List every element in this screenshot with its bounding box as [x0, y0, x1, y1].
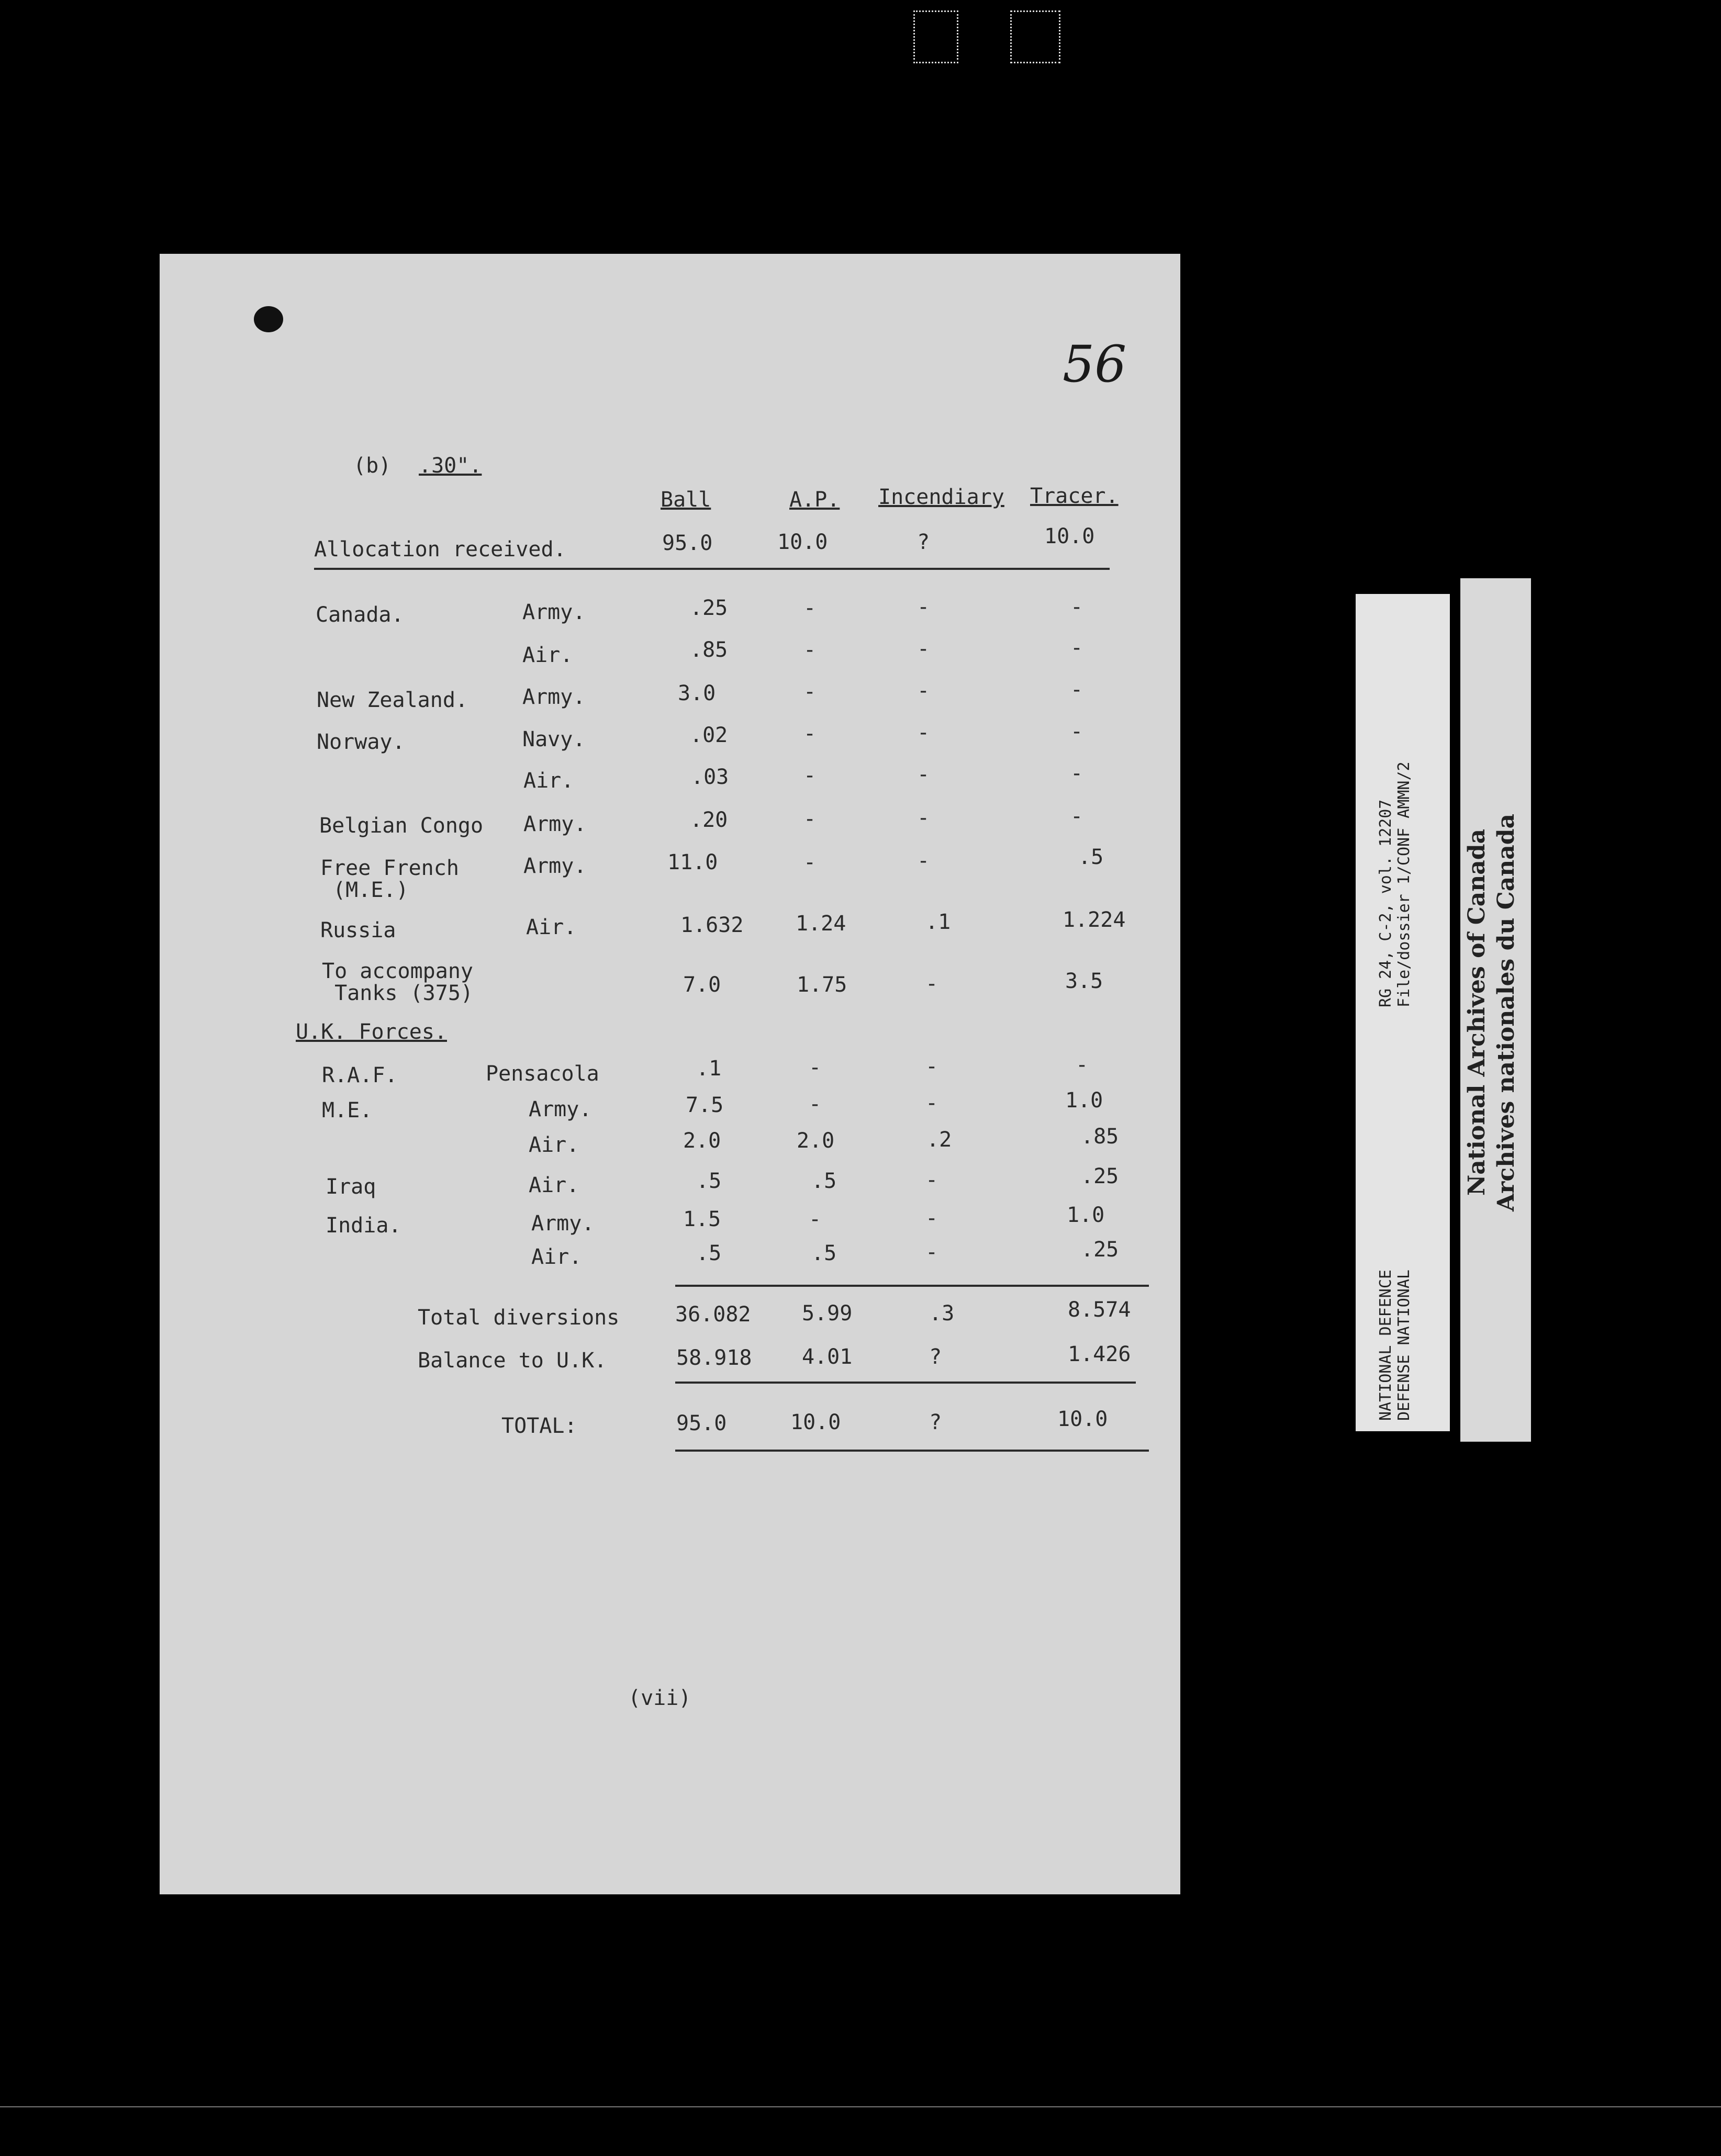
total-diversions-ap: 5.99: [802, 1301, 853, 1326]
balance-incendiary: ?: [929, 1345, 942, 1369]
row-ball: .25: [690, 596, 728, 620]
row-service: Navy.: [522, 727, 586, 751]
section-label: (b): [353, 454, 392, 478]
dept-line1: NATIONAL DEFENCE: [1377, 1270, 1395, 1421]
allocation-tracer: 10.0: [1044, 524, 1095, 548]
row-ball: 7.0: [683, 973, 721, 997]
row-incendiary: .1: [925, 910, 951, 934]
row-country: Free French (M.E.): [320, 856, 459, 902]
row-tracer: -: [1070, 804, 1083, 828]
row-ball: 3.0: [678, 681, 716, 705]
row-tracer: 1.224: [1063, 908, 1126, 932]
uk-row-tracer: .85: [1081, 1125, 1119, 1149]
total-diversions-tracer: 8.574: [1068, 1298, 1131, 1322]
uk-row-incendiary: -: [925, 1206, 938, 1230]
balance-tracer: 1.426: [1068, 1342, 1131, 1366]
uk-row-incendiary: -: [925, 1091, 938, 1115]
row-ap: -: [803, 596, 817, 620]
uk-row-ball: .5: [696, 1169, 722, 1193]
allocation-incendiary: ?: [917, 530, 930, 554]
row-incendiary: -: [917, 762, 930, 787]
uk-row-service: Army.: [529, 1097, 592, 1121]
row-tracer: 3.5: [1065, 969, 1103, 993]
allocation-ball: 95.0: [662, 531, 713, 555]
row-tracer: -: [1070, 636, 1083, 660]
uk-row-ball: 7.5: [686, 1093, 724, 1117]
balance-label: Balance to U.K.: [418, 1349, 607, 1373]
calibre-label: .30".: [419, 454, 482, 478]
scanner-edge: [0, 2106, 1721, 2107]
row-service: Army.: [523, 854, 587, 878]
uk-row-tracer: 1.0: [1067, 1203, 1105, 1227]
grand-total-ball: 95.0: [676, 1411, 727, 1435]
uk-row-ap: .5: [811, 1169, 837, 1193]
uk-row-ap: -: [809, 1207, 822, 1231]
row-ball: .85: [690, 638, 728, 662]
row-incendiary: -: [917, 849, 930, 873]
row-incendiary: -: [917, 679, 930, 703]
reference-line1: RG 24, C-2, vol. 12207: [1377, 799, 1395, 1007]
row-tracer: -: [1070, 720, 1083, 744]
row-country: Canada.: [316, 603, 404, 627]
uk-row-ap: .5: [811, 1241, 837, 1265]
film-frame-mark-left: [913, 10, 958, 63]
uk-row-tracer: .25: [1081, 1164, 1119, 1188]
page-number: (vii): [628, 1686, 691, 1710]
archives-name-tab: [1460, 578, 1531, 1442]
col-header-ball: Ball: [661, 488, 711, 512]
uk-row-ap: -: [809, 1092, 822, 1116]
row-ap: -: [803, 680, 817, 704]
film-frame-mark-right: [1010, 10, 1060, 63]
uk-row-country: M.E.: [322, 1098, 373, 1122]
grand-total-ap: 10.0: [790, 1410, 841, 1434]
uk-row-service: Pensacola: [486, 1062, 599, 1086]
row-tracer: -: [1070, 595, 1083, 619]
total-diversions-incendiary: .3: [929, 1301, 955, 1326]
uk-row-ball: 2.0: [683, 1129, 721, 1153]
uk-forces-heading: U.K. Forces.: [296, 1020, 447, 1044]
dept-line2: DEFENSE NATIONAL: [1395, 1270, 1413, 1421]
row-service: Army.: [522, 600, 586, 624]
row-incendiary: -: [917, 637, 930, 661]
row-ap: -: [803, 722, 817, 746]
row-tracer: .5: [1078, 845, 1104, 869]
grand-total-incendiary: ?: [929, 1410, 942, 1434]
balance-rule: [675, 1382, 1136, 1384]
totals-rule: [675, 1285, 1149, 1287]
balance-ap: 4.01: [802, 1345, 853, 1369]
row-incendiary: -: [917, 806, 930, 830]
row-ap: -: [803, 763, 817, 788]
row-ball: .02: [690, 723, 728, 747]
row-ball: 1.632: [680, 913, 744, 937]
row-service: Army.: [523, 812, 587, 836]
uk-row-incendiary: -: [925, 1168, 938, 1192]
punch-hole: [254, 306, 283, 332]
grand-total-label: TOTAL:: [501, 1414, 577, 1438]
uk-row-service: Air.: [529, 1173, 579, 1197]
row-ball: 11.0: [667, 850, 718, 874]
row-service: Air.: [523, 769, 574, 793]
row-country: Russia: [320, 918, 396, 942]
grand-total-tracer: 10.0: [1057, 1407, 1108, 1431]
grand-total-rule: [675, 1450, 1149, 1452]
row-ap: -: [803, 850, 817, 874]
uk-row-country: R.A.F.: [322, 1063, 398, 1087]
uk-row-service: Air.: [529, 1133, 579, 1157]
row-ap: 1.24: [796, 912, 846, 936]
row-country: To accompany Tanks (375): [322, 959, 473, 1005]
col-header-tracer: Tracer.: [1030, 484, 1119, 508]
row-ap: -: [803, 638, 817, 662]
reference-line2: File/dossier 1/CONF AMMN/2: [1395, 761, 1413, 1007]
row-country: New Zealand.: [317, 688, 468, 712]
row-tracer: -: [1070, 761, 1083, 785]
archives-name-en: National Archives of Canada: [1463, 828, 1490, 1196]
uk-row-country: Iraq: [326, 1175, 376, 1199]
header-rule: [314, 568, 1110, 570]
uk-row-ap: -: [809, 1055, 822, 1080]
row-incendiary: -: [917, 721, 930, 745]
row-ball: .20: [690, 808, 728, 832]
total-diversions-ball: 36.082: [675, 1302, 751, 1327]
handwritten-page-number: 56: [1063, 335, 1127, 394]
uk-row-incendiary: -: [925, 1054, 938, 1079]
row-ap: -: [803, 807, 817, 831]
row-tracer: -: [1070, 678, 1083, 702]
uk-row-tracer: -: [1076, 1053, 1089, 1077]
uk-row-ball: 1.5: [683, 1207, 721, 1231]
balance-ball: 58.918: [676, 1346, 752, 1370]
allocation-ap: 10.0: [777, 530, 828, 554]
uk-row-ball: .5: [696, 1241, 722, 1265]
row-ball: .03: [691, 765, 729, 789]
col-header-ap: A.P.: [789, 488, 840, 512]
archive-reference-tab: [1356, 594, 1450, 1431]
row-incendiary: -: [925, 972, 938, 996]
uk-row-ball: .1: [696, 1057, 722, 1081]
uk-row-incendiary: .2: [926, 1128, 952, 1152]
col-header-incendiary: Incendiary: [878, 485, 1004, 509]
uk-row-service: Army.: [531, 1211, 595, 1236]
row-service: Air.: [522, 643, 573, 667]
row-service: Air.: [526, 915, 577, 939]
row-country: Norway.: [317, 730, 405, 754]
uk-row-ap: 2.0: [797, 1129, 835, 1153]
row-service: Army.: [522, 685, 586, 709]
uk-row-tracer: 1.0: [1065, 1088, 1103, 1113]
uk-row-tracer: .25: [1081, 1238, 1119, 1262]
uk-row-service: Air.: [531, 1245, 582, 1269]
archives-name-fr: Archives nationales du Canada: [1493, 813, 1519, 1211]
total-diversions-label: Total diversions: [418, 1306, 620, 1330]
uk-row-incendiary: -: [925, 1240, 938, 1264]
allocation-label: Allocation received.: [314, 537, 566, 562]
row-country: Belgian Congo: [319, 814, 484, 838]
row-ap: 1.75: [797, 973, 847, 997]
row-incendiary: -: [917, 595, 930, 619]
uk-row-country: India.: [326, 1214, 401, 1238]
